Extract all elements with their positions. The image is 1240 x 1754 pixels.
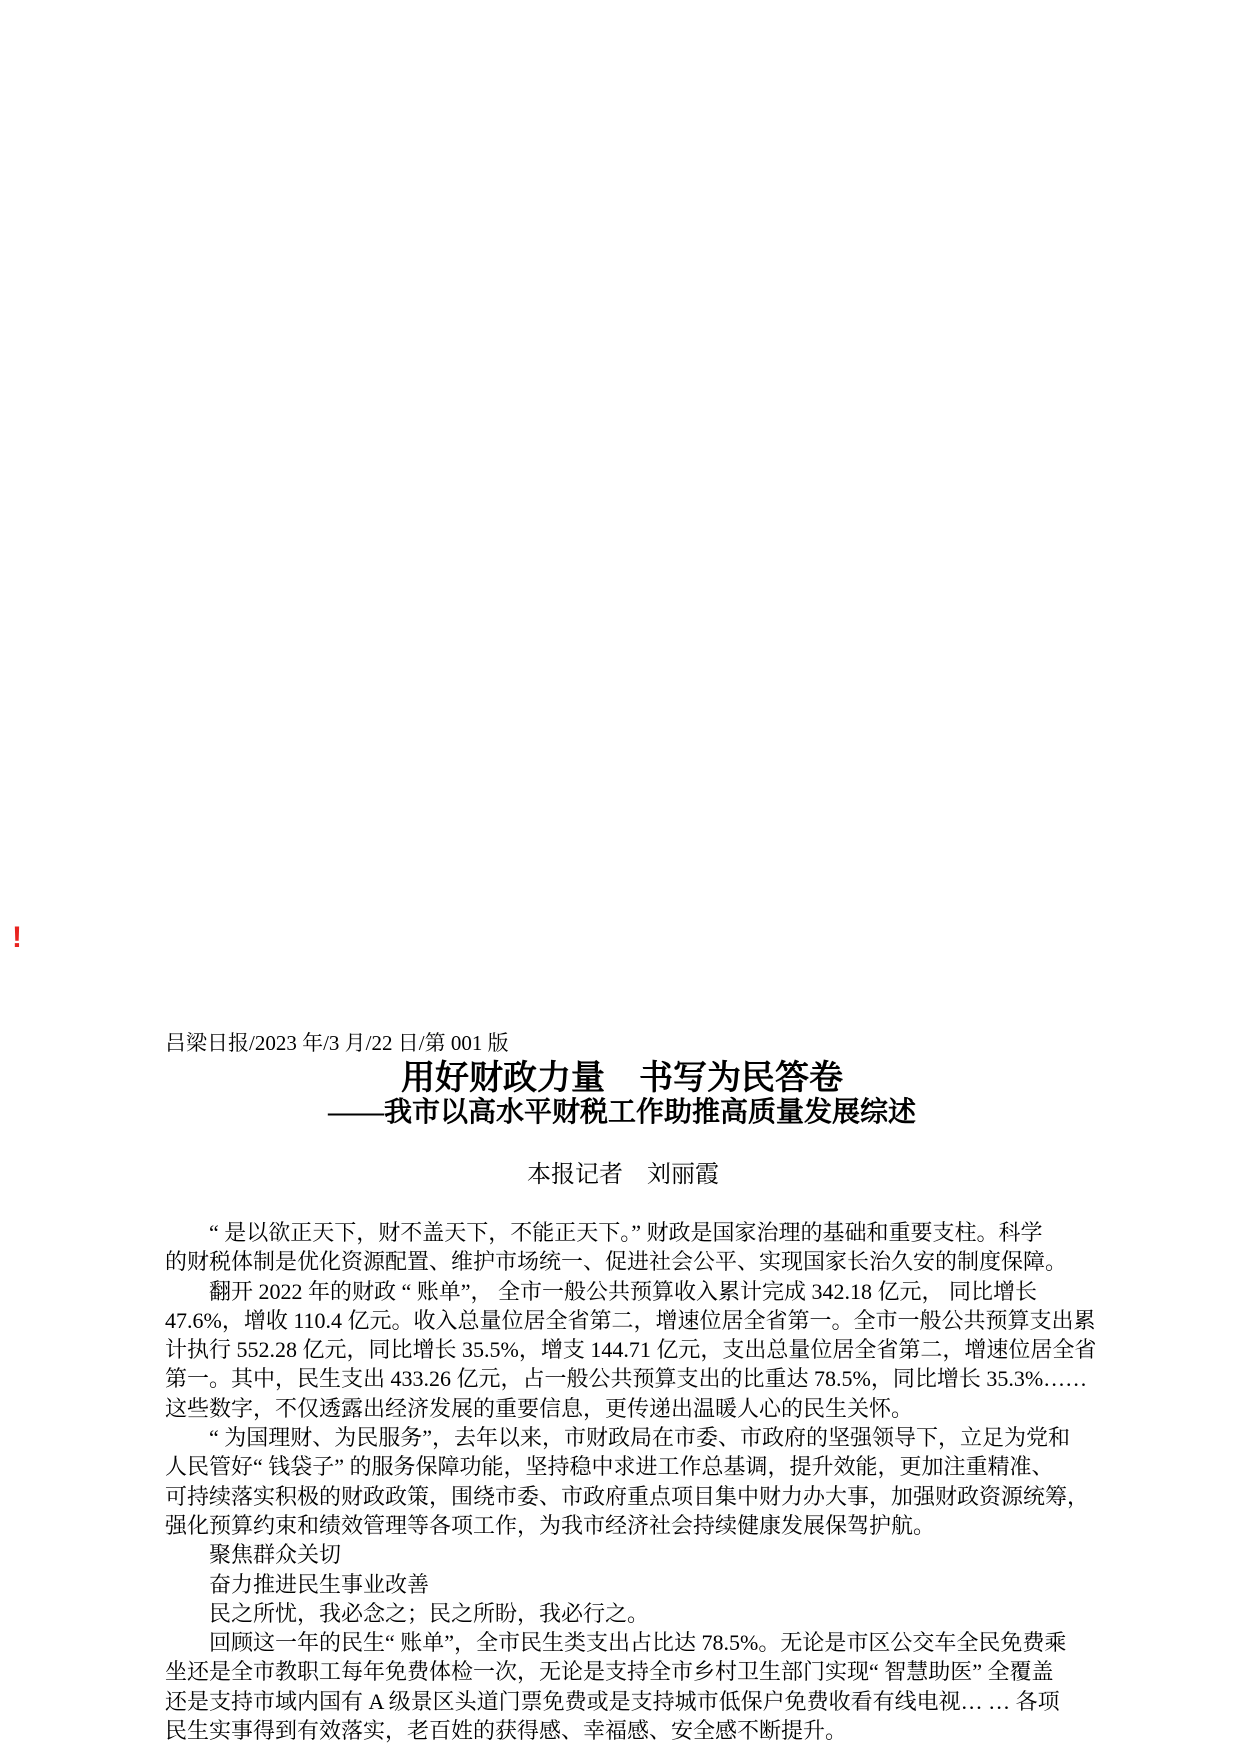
paragraph xyxy=(165,1218,1110,1277)
text-line: 计执行 552.28 亿元，同比增长 35.5%，增支 144.71 亿元，支出总量位居全省第二，增速位居全省 xyxy=(165,1337,1097,1363)
text-line: 可持续落实积极的财政政策，围绕市委、市政府重点项目集中财力办大事，加强财政资源统筹， xyxy=(165,1483,1090,1509)
section-heading-line: 聚焦群众关切 xyxy=(209,1542,342,1568)
warning-marker: ! xyxy=(12,921,22,954)
text-line: 坐还是全市教职工每年免费体检一次，无论是支持全市乡村卫生部门实现“ 智慧助医” 全覆盖 xyxy=(165,1659,1054,1685)
text-line: 47.6%，增收 110.4 亿元。收入总量位居全省第二，增速位居全省第一。全市一般公共预算支出累 xyxy=(165,1307,1096,1333)
text-line: 人民管好“ 钱袋子” 的服务保障功能，坚持稳中求进工作总基调，提升效能，更加注重精准、 xyxy=(165,1454,1054,1480)
byline: 本报记者 刘丽霞 xyxy=(527,1162,719,1188)
dateline: 吕梁日报/2023 年/3 月/22 日/第 001 版 xyxy=(165,1031,509,1055)
text-line: “ 为国理财、为民服务”，去年以来，市财政局在市委、市政府的坚强领导下，立足为党和 xyxy=(209,1425,1071,1451)
text-line: 民之所忧，我必念之；民之所盼，我必行之。 xyxy=(209,1600,650,1626)
headline: 用好财政力量 书写为民答卷 xyxy=(401,1060,843,1097)
section-heading xyxy=(165,1570,1110,1599)
paragraph xyxy=(165,1423,1110,1540)
section-heading-line: 奋力推进民生事业改善 xyxy=(209,1571,430,1597)
text-line: 的财税体制是优化资源配置、维护市场统一、促进社会公平、实现国家长治久安的制度保障。 xyxy=(165,1249,1068,1275)
paragraph xyxy=(165,1628,1110,1745)
text-line: 这些数字，不仅透露出经济发展的重要信息，更传递出温暖人心的民生关怀。 xyxy=(165,1395,914,1421)
paragraph xyxy=(165,1277,1110,1423)
text-line: 还是支持市域内国有 A 级景区头道门票免费或是支持城市低保户免费收看有线电视… … 各项 xyxy=(165,1688,1060,1714)
paragraph xyxy=(165,1599,1110,1628)
text-line: 强化预算约束和绩效管理等各项工作，为我市经济社会持续健康发展保驾护航。 xyxy=(165,1512,936,1538)
text-line: 回顾这一年的民生“ 账单”，全市民生类支出占比达 78.5%。无论是市区公交车全民免费乘 xyxy=(209,1630,1067,1656)
section-heading xyxy=(165,1540,1110,1569)
text-line: 第一。其中，民生支出 433.26 亿元，占一般公共预算支出的比重达 78.5%，同比增长 35.3%…… xyxy=(165,1366,1088,1392)
text-line: 民生实事得到有效落实，老百姓的获得感、幸福感、安全感不断提升。 xyxy=(165,1718,848,1744)
text-line: 翻开 2022 年的财政 “ 账单”， 全市一般公共预算收入累计完成 342.18 亿元， 同比增长 xyxy=(209,1278,1038,1304)
text-line: “ 是以欲正天下，财不盖天下，不能正天下。” 财政是国家治理的基础和重要支柱。科学 xyxy=(209,1220,1043,1245)
article-body xyxy=(165,1218,1110,1745)
subheadline: ——我市以高水平财税工作助推高质量发展综述 xyxy=(327,1097,916,1128)
